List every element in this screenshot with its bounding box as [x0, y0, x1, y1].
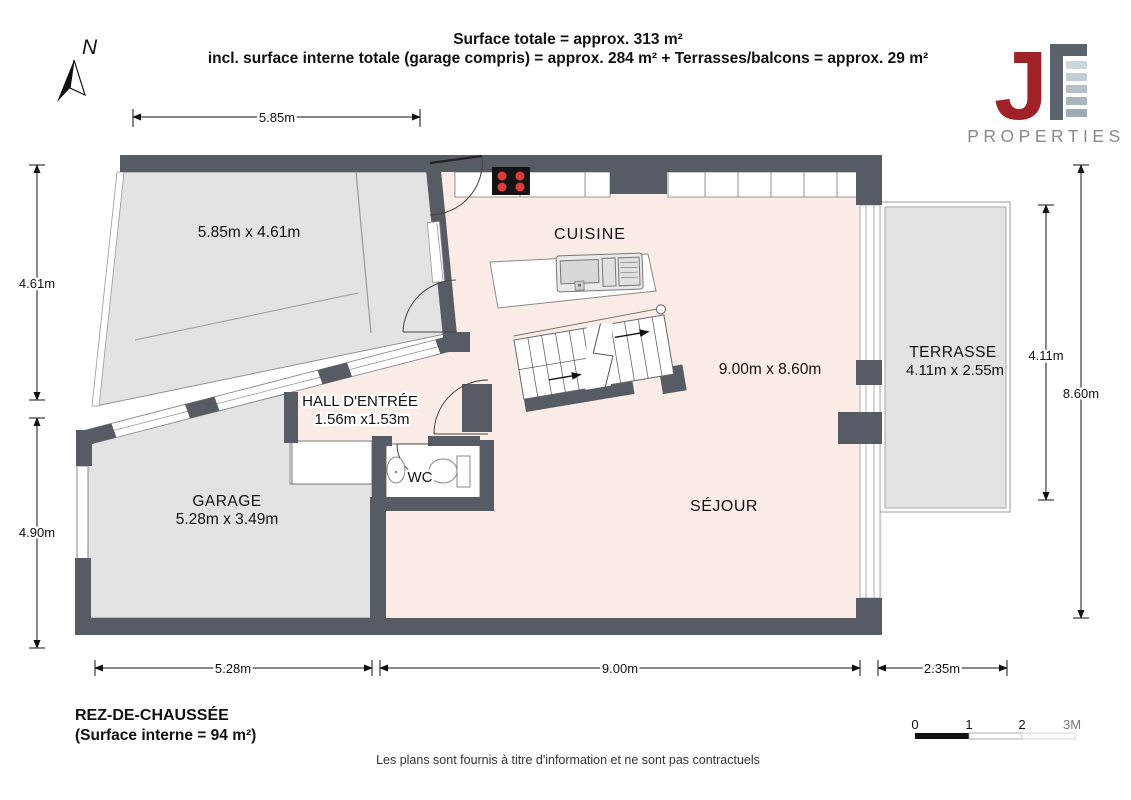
sink-icon — [556, 253, 643, 292]
scale-3m: 3M — [1062, 717, 1082, 732]
title-line2: incl. surface interne totale (garage compris) = approx. 284 m² + Terrasses/balcons = approx. 29 m² — [207, 50, 929, 67]
north-arrow-icon — [57, 36, 98, 102]
closet-floor — [292, 441, 372, 484]
wc-sink-icon — [387, 457, 405, 483]
sejour-dims: 9.00m x 8.60m — [718, 361, 822, 378]
header — [208, 31, 928, 67]
stove-icon — [492, 167, 530, 195]
dim-left-upper-label: 4.61m — [18, 276, 56, 291]
dim-left-lower-label: 4.90m — [18, 525, 56, 540]
logo-letter-j: J — [994, 31, 1048, 140]
scale-2: 2 — [1018, 717, 1026, 732]
garage-dims: 5.28m x 3.49m — [175, 511, 279, 528]
dim-right-inner-label: 4.11m — [1028, 348, 1064, 363]
brand-logo — [967, 31, 1125, 146]
logo-building-icon — [1050, 44, 1087, 120]
scale-bar — [911, 717, 1081, 739]
terrasse-label: TERRASSE — [909, 344, 997, 361]
scale-1: 1 — [965, 717, 973, 732]
disclaimer: Les plans sont fournis à titre d'information et ne sont pas contractuels — [376, 753, 760, 767]
scale-0: 0 — [911, 717, 919, 732]
dim-right-outer-label: 8.60m — [1062, 386, 1100, 401]
title-line1: Surface totale = approx. 313 m² — [453, 31, 683, 48]
cuisine-label: CUISINE — [554, 226, 626, 243]
top-left-room-dims: 5.85m x 4.61m — [197, 224, 301, 241]
garage-label: GARAGE — [192, 493, 262, 510]
terrasse-dims: 4.11m x 2.55m — [905, 362, 1005, 379]
right-window-band — [860, 205, 880, 598]
logo-brand-text: PROPERTIES — [967, 126, 1125, 146]
floor-name: REZ-DE-CHAUSSÉE — [75, 707, 229, 724]
dim-bottom-center-label: 9.00m — [601, 661, 639, 676]
north-label: N — [82, 36, 98, 59]
sejour-label: SÉJOUR — [690, 498, 758, 515]
dim-bottom-right-label: 2.35m — [923, 661, 961, 676]
garage-door — [77, 466, 88, 560]
hall-dims: 1.56m x1.53m — [314, 411, 410, 428]
floor-plan — [75, 155, 1010, 635]
dim-top-label: 5.85m — [258, 110, 296, 125]
wc-label: WC — [407, 469, 433, 486]
dim-bottom-left-label: 5.28m — [214, 661, 252, 676]
footer — [75, 705, 1081, 767]
floor-area: (Surface interne = 94 m²) — [75, 727, 257, 744]
hall-label: HALL D'ENTRÉE — [302, 393, 418, 410]
